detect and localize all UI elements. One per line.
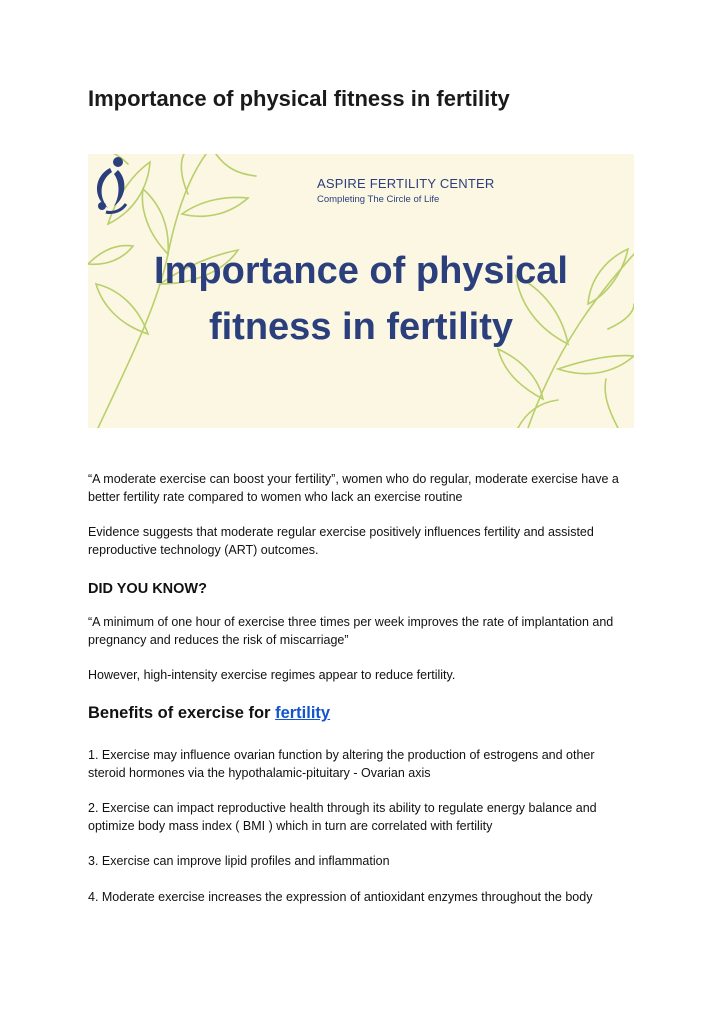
paragraph-evidence: Evidence suggests that moderate regular exercise positively influences fertility and assisted reproductive technology (ART) outcomes. (88, 525, 594, 557)
logo-icon (88, 154, 132, 216)
paragraph-quote: “A minimum of one hour of exercise three times per week improves the rate of implantation and pregnancy and reduces the risk of miscarriage” (88, 615, 614, 647)
benefit-item-4: 4. Moderate exercise increases the expression of antioxidant enzymes throughout the body (88, 890, 593, 904)
benefits-heading (88, 704, 330, 723)
benefit-item-2: 2. Exercise can impact reproductive health through its ability to regulate energy balance and optimize body mass index ( BMI ) which in turn are correlated with fertility (88, 801, 597, 833)
banner-heading-line2: fitness in fertility (208, 306, 514, 348)
paragraph-however: However, high-intensity exercise regimes appear to reduce fertility. (88, 668, 456, 682)
benefit-item-1: 1. Exercise may influence ovarian function by altering the production of estrogens and other steroid hormones via the hypothalamic-pituitary - Ovarian axis (88, 748, 595, 780)
logo-tagline: Completing The Circle of Life (317, 194, 440, 205)
paragraph-intro: “A moderate exercise can boost your fertility”, women who do regular, moderate exercise have a better fertility rate compared to women who lack an exercise routine (88, 472, 619, 504)
benefits-heading-text: Benefits of exercise for (88, 704, 271, 722)
page-title: Importance of physical fitness in fertility (88, 86, 510, 111)
fertility-link[interactable]: fertility (275, 704, 331, 722)
benefit-item-3: 3. Exercise can improve lipid profiles and inflammation (88, 854, 390, 868)
logo-name: ASPIRE FERTILITY CENTER (317, 176, 495, 191)
banner-heading-line1: Importance of physical (154, 250, 568, 292)
banner-image (88, 154, 634, 428)
did-you-know-heading: DID YOU KNOW? (88, 581, 207, 597)
